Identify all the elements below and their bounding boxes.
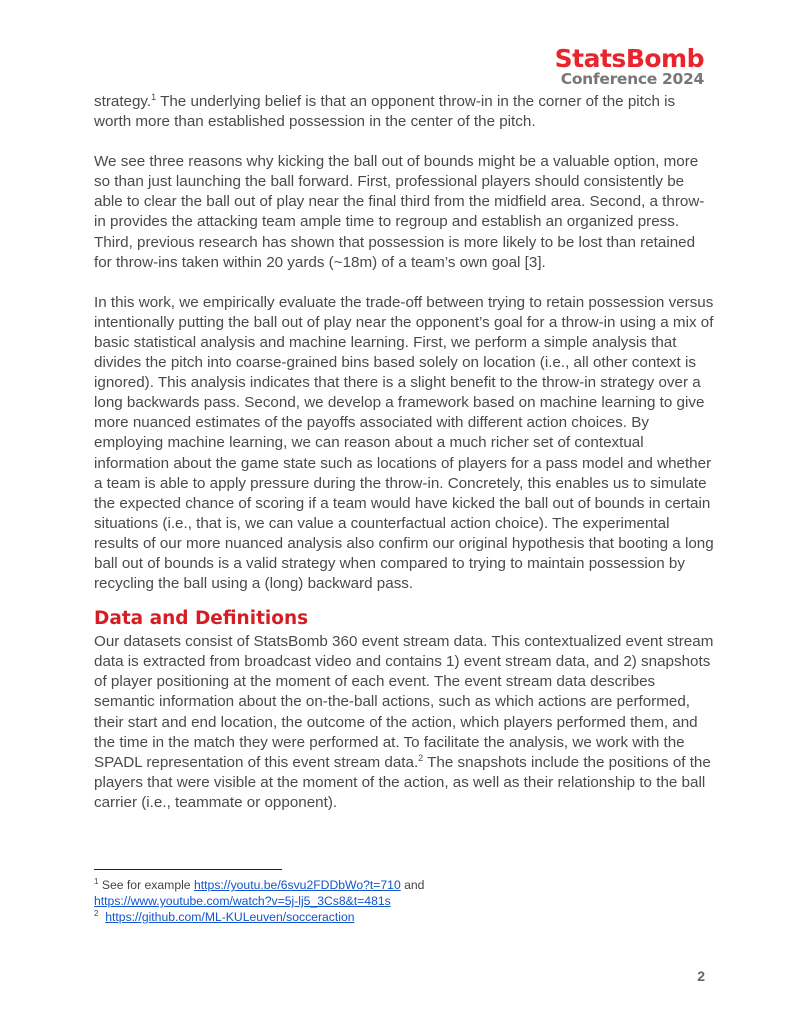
footnote-2 xyxy=(94,909,714,925)
section-heading: Data and Definitions xyxy=(94,608,309,630)
footnote-1-link-youtube[interactable]: https://www.youtube.com/watch?v=5j-lj5_3Cs8&t=481s xyxy=(94,894,391,908)
paragraph-4-rest: The snapshots include the positions of the players that were visible at the moment of the action, as well as their relationship to the ball carrier (i.e., teammate or opponent). xyxy=(94,753,711,811)
footnote-ref-1: 1 xyxy=(151,91,157,102)
logo-subtitle-text: Conference 2024 xyxy=(560,70,704,88)
footnote-ref-2: 2 xyxy=(418,752,424,763)
paragraph-4 xyxy=(94,632,714,813)
footnote-divider xyxy=(94,869,282,870)
statsbomb-logo xyxy=(555,46,704,88)
paragraph-1-rest: The underlying belief is that an opponent throw-in in the corner of the pitch is worth more than established possession in the center of the pitch. xyxy=(94,93,676,131)
footnote-1-number: 1 xyxy=(94,876,99,886)
footnotes xyxy=(94,877,714,925)
page-body xyxy=(94,92,714,813)
paragraph-1 xyxy=(94,92,714,132)
footnote-1-and: and xyxy=(400,878,425,892)
footnote-1-prefix: See for example xyxy=(98,878,194,892)
footnote-2-link-github[interactable]: https://github.com/ML-KULeuven/socceraction xyxy=(105,910,355,924)
paragraph-1-start: strategy. xyxy=(94,93,152,110)
logo-brand-text: StatsBomb xyxy=(554,44,704,73)
paragraph-4-start: Our datasets consist of StatsBomb 360 event stream data. This contextualized event stream data is extracted from broadcast video and contains 1) event stream data, and 2) snapshots of player positioning at the moment of each event. The event stream data describes semantic information about the on-the-ball actions, such as which actions are performed, their start and end location, the outcome of the action, which players performed them, and the time in the match they were performed at. To facilitate the analysis, we work with the SPADL representation of this event stream data. xyxy=(94,633,714,771)
paragraph-2: We see three reasons why kicking the ball out of bounds might be a valuable option, more so than just launching the ball forward. First, professional players should consistently be able to clear the ball out of play near the final third from the midfield area. Second, a throw-in provides the attacking team ample time to regroup and establish an organized press. Third, previous research has shown that possession is more likely to be lost than retained for throw-ins taken within 20 yards (~18m) of a team’s own goal [3]. xyxy=(94,153,705,271)
footnote-1-line-2 xyxy=(94,893,714,909)
footnote-1-link-youtu[interactable]: https://youtu.be/6svu2FDDbWo?t=710 xyxy=(193,878,401,892)
footnote-1 xyxy=(94,877,714,893)
footnote-2-number: 2 xyxy=(94,908,99,918)
page-number: 2 xyxy=(697,968,705,984)
paragraph-3: In this work, we empirically evaluate the trade-off between trying to retain possession versus intentionally putting the ball out of play near the opponent’s goal for a throw-in using a mix of basic statistical analysis and machine learning. First, we perform a simple analysis that divides the pitch into coarse-grained bins based solely on location (i.e., all other context is ignored). This analysis indicates that there is a slight benefit to the throw-in strategy over a long backwards pass. Second, we develop a framework based on machine learning to give more nuanced estimates of the payoffs associated with different action choices. By employing machine learning, we can reason about a much richer set of contextual information about the game state such as locations of players for a pass model and whether a team is able to apply pressure during the throw-in. Concretely, this enables us to simulate the expected chance of scoring if a team would have kicked the ball out of bounds in certain situations (i.e., that is, we can value a counterfactual action choice). The experimental results of our more nuanced analysis also confirm our original hypothesis that booting a long ball out of bounds is a valid strategy when compared to trying to maintain possession by recycling the ball using a (long) backward pass. xyxy=(94,293,714,593)
